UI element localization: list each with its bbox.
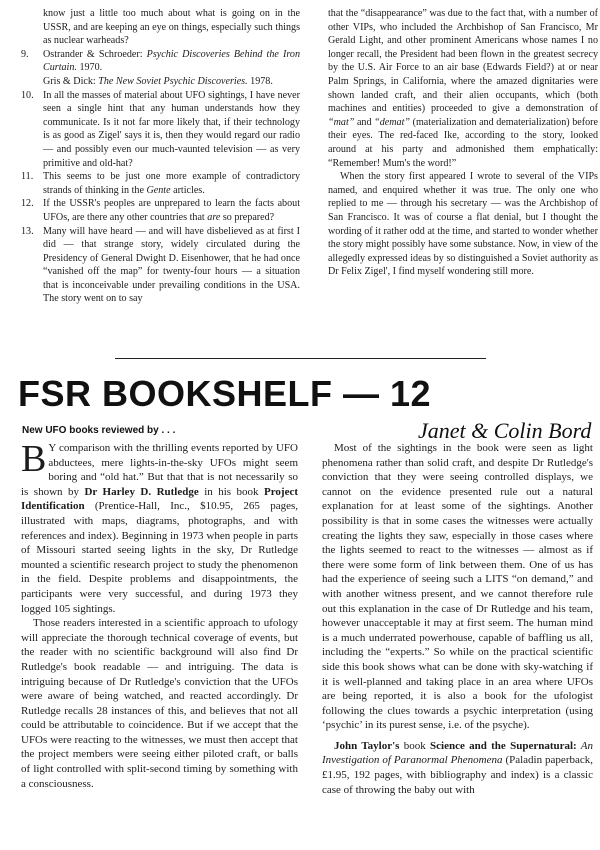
endnotes-left-column: [21, 7, 300, 306]
review-right-column: [322, 441, 593, 797]
reviewer-names: Janet & Colin Bord: [418, 418, 592, 443]
note-13-followup: When the story first appeared I wrote to several of the VIPs named, and enquired whether it was true. The only one who replied to me — through his secretary — was the Archbishop of San Francisco. It was of course a flat denial, but I thought the wording of it rather odd at the time, and started to wonder whether the story might possibly have some substance. Now, in view of the allegedly expressed ideas by so distinguished a Soviet authority as Dr Felix Zigel', I find myself wondering still more.: [328, 171, 598, 278]
note-12: 12. If the USSR's peoples are unprepared to learn the facts about UFOs, are there any other countries that are so prepared?: [21, 198, 300, 223]
review-paragraph-2: Those readers interested in a scientific approach to ufology will appreciate the thorough technical coverage of events, but the reader with no scientific background will also find Dr Rutledge's book readable — and intriguing. The data is intriguing because of Dr Rutledge's conviction that the UFOs were aware of being watched, and reacted accordingly. Dr Rutledge recalls 28 instances of this, and believes that not all could be attributable to coincidence. But if we accept that the UFOs were reacting to the witnesses, we must then accept that the project members were seeing either piloted craft, or balls of light controlled with split-second timing by something with a consciousness.: [21, 617, 298, 790]
review-paragraph-1: B Y comparison with the thrilling events reported by UFO abductees, mere lights-in-the-sky UFOs might seem boring and “old hat.” But that that is not necessarily so is shown by Dr Harley D. Rutledge in his book Project Identification (Prentice-Hall, Inc., $10.95, 265 pages, illustrated with maps, diagrams, photographs, and with references and index). Beginning in 1973 when people in parts of Missouri started seeing lights in the sky, Dr Rutledge mounted a scientific research project to study the phenomenon in the field. Despite problems and disappointments, the participants were very successful, and during 1973 they logged 105 sightings.: [21, 438, 298, 615]
note-13-continued: that the “disappearance” was due to the fact that, with a number of other VIPs, who included the Archbishop of San Francisco, Mr Gerald Light, and other prominent Americans whose names I no longer recall, the President had been flown in the greatest secrecy by the U.S. Air Force to an air base (Edwards Field?) at or near Palm Springs, in California, where the amazed dignitaries were shown landed craft, and their alien occupants, which (both machines and entities) proceeded to give a demonstration of “mat” and “demat” (materialization and dematerialization) before their eyes. The red-faced Ike, according to the story, looked around at his party and admonished them emphatically: “Remember! Mum's the word!”: [328, 8, 598, 169]
section-title: FSR BOOKSHELF — 12: [18, 373, 432, 414]
drop-cap: B: [21, 438, 47, 480]
endnotes-right-column: [328, 7, 598, 279]
note-13: 13. Many will have heard — and will have disbelieved as at first I did — that strange story, widely circulated during the Presidency of General Dwight D. Eisenhower, that he had once “vanished off the map” for twenty-four hours — a situation that is inconceivable under prevailing conditions in the USA. The story went on to say: [21, 225, 300, 305]
review-paragraph-4: John Taylor's book Science and the Supernatural: An Investigation of Paranormal Phenomena (Paladin paperback, £1.95, 192 pages, with bibliography and index) is a classic case of throwing the baby out with: [322, 739, 594, 796]
note-9: 9. Ostrander & Schroeder: Psychic Discoveries Behind the Iron Curtain. 1970. Gris & Dick: The New Soviet Psychic Discoveries. 1978.: [21, 48, 300, 87]
note-8-continued: know just a little too much about what is going on in the USSR, and are keeping an eye on things, especially such things as nuclear warheads?: [43, 8, 300, 47]
review-left-column: [21, 438, 298, 791]
review-paragraph-3: Most of the sightings in the book were seen as light phenomena rather than solid craft, and despite Dr Rutledge's conviction that they were seeing controlled displays, we cannot on the evidence presented rule out a natural explanation for at least some of the sightings. Another possibility is that in some cases the witnesses were actually creating the lights they saw, especially in those cases where the lights seemed to react to the witnesses — almost as if there were some form of link between them. One of us has had the experience of seeing such a LITS “on demand,” and with another witness present, and we cannot therefore rule out this explanation in the case of Dr Rutledge and his team, however unacceptable it may at first seem. The human mind is a much underrated powerhouse, capable of baffling us all, including the “experts.” So while on the practical scientific side this book shows what can be done with sky-watching if it is well-planned and taking place in an area where UFOs are being reported, it is also a book for the ufologist following the clues towards a psychic interpretation (using ‘psychic’ in its purest sense, i.e. of the psyche).: [322, 442, 593, 732]
note-11: 11. This seems to be just one more example of contradictory strands of thinking in the Gente articles.: [21, 171, 300, 196]
note-10: 10. In all the masses of material about UFO sightings, I have never seen a single hint that any human understands how they communicate. Is it not far more likely that, if their technology is as good as Zigel' says it is, then they would regard our radio — and possibly even our much-vaunted television — as very primitive and old-hat?: [21, 89, 300, 169]
section-divider: [115, 358, 486, 359]
byline-label: New UFO books reviewed by . . .: [22, 425, 176, 436]
